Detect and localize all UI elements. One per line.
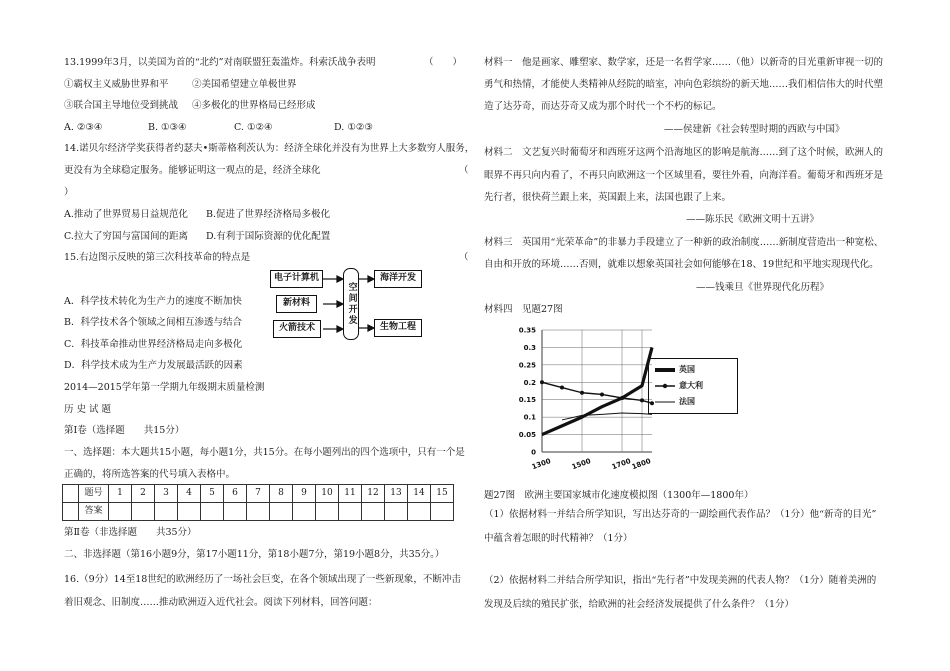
material-3-line-1: 材料三 英国用“光荣革命”的非暴力手段建立了一种新的政治制度……新制度营造出一种宽松、 [484, 237, 884, 248]
table-number-cell: 3 [155, 485, 178, 503]
q13-option-b: B. ①③④ [148, 122, 187, 133]
q15-paren: （ [459, 252, 469, 263]
box-new-materials: 新材料 [276, 295, 317, 313]
material-2-line-1: 材料二 文艺复兴时葡萄牙和西班牙这两个沿海地区的影响是航海……到了这个时候，欧洲人的 [484, 147, 884, 158]
legend-label-uk: 英国 [679, 365, 695, 374]
q14-option-a: A.推动了世界贸易日益规范化 [64, 209, 188, 220]
y-tick-label: 0 [531, 448, 536, 457]
box-ocean-development: 海洋开发 [374, 270, 422, 288]
series-point-1 [620, 396, 624, 400]
q15-option-d: D．科学技术成为生产力发展最活跃的因素 [64, 360, 243, 371]
q14-option-d: D.有利于国际资源的优化配置 [206, 231, 331, 242]
answer-cell-12[interactable] [362, 503, 385, 521]
section-1-instructions-2: 正确的，将所选答案的代号填入表格中。 [64, 469, 236, 480]
q15-option-a: A．科学技术转化为生产力的速度不断加快 [64, 296, 242, 307]
answer-cell-13[interactable] [385, 503, 408, 521]
table-number-cell: 7 [247, 485, 270, 503]
q13-option-a: A. ②③④ [64, 122, 103, 133]
q13-option-c: C. ①②④ [234, 122, 273, 133]
legend-label-italy: 意大利 [679, 381, 703, 390]
answer-cell-7[interactable] [247, 503, 270, 521]
q13-opt3: ③联合国主导地位受到挑战 [64, 100, 179, 111]
material-3-line-2: 自由和开放的环境……否则，就难以想象英国社会如何能够在18、19世纪和平地实现现代化。 [484, 259, 879, 270]
q14-stem: 14.诺贝尔经济学奖获得者约瑟夫•斯蒂格利茨认为：经济全球化并没有为世界上大多数穷人服务， [64, 143, 475, 154]
q14-option-c: C.拉大了穷国与富国间的距离 [64, 231, 188, 242]
q13-opt2: ②美国希望建立单极世界 [192, 79, 297, 90]
series-point-1 [580, 391, 584, 395]
series-point-1 [640, 398, 644, 402]
y-tick-label: 0.25 [518, 361, 536, 370]
table-number-cell: 14 [408, 485, 431, 503]
answer-cell-14[interactable] [408, 503, 431, 521]
table-number-cell: 12 [362, 485, 385, 503]
chart-legend [648, 358, 738, 414]
material-2-line-2: 眼界不再只向内看了，不再只向欧洲这一个区域里看，要往外看，向海洋看。葡萄牙和西班牙是 [484, 170, 884, 181]
table-number-cell: 9 [293, 485, 316, 503]
x-tick-label: 1500 [570, 457, 592, 472]
material-2-line-3: 先行者，很快荷兰跟上来，英国跟上来，法国也跟了上来。 [484, 192, 732, 203]
answer-cell-4[interactable] [178, 503, 201, 521]
q14-paren-close: ） [64, 187, 74, 198]
chart-caption: 题27图 欧洲主要国家城市化速度模拟图（1300年—1800年） [484, 490, 754, 501]
volume-1-title: 第Ⅰ卷（选择题 共15分） [64, 425, 185, 436]
volume-2-title: 第Ⅱ卷（非选择题 共35分） [64, 527, 197, 538]
question-2: （2）依据材料二并结合所学知识，指出“先行者”中发现美洲的代表人物？（1分）随着美洲的 [484, 575, 877, 586]
q13-option-d: D. ①②③ [334, 122, 373, 133]
table-header-number: 题号 [79, 485, 109, 503]
section-2-instructions: 二、非选择题（第16小题9分，第17小题11分，第18小题7分，第19小题8分，共35分。） [64, 549, 445, 560]
material-4-label: 材料四 见题27图 [484, 304, 563, 315]
table-row-numbers [63, 485, 454, 503]
q15-diagram [270, 268, 450, 343]
material-3-source: ——钱乘旦《世界现代化历程》 [696, 282, 830, 293]
material-1-line-3: 造了达芬奇，而达芬奇又成为那个时代一个不朽的标记。 [484, 101, 722, 112]
y-tick-label: 0.15 [518, 396, 536, 405]
series-point-1 [560, 386, 564, 390]
q16-intro-2: 着旧观念、旧制度……推动欧洲迈入近代社会。阅读下列材料，回答问题： [64, 597, 378, 608]
y-tick-label: 0.1 [523, 413, 536, 422]
table-number-cell: 5 [201, 485, 224, 503]
section-1-instructions: 一、选择题：本大题共15小题，每小题1分，共15分。在每小题列出的四个选项中，只有一个是 [64, 447, 465, 458]
material-1-source: ——侯建新《社会转型时期的西欧与中国》 [664, 124, 845, 135]
q13-opt4: ④多极化的世界格局已经形成 [192, 100, 316, 111]
x-tick-label: 1800 [630, 457, 652, 472]
answer-cell-10[interactable] [316, 503, 339, 521]
table-header-answer: 答案 [79, 503, 109, 521]
material-1-line-2: 勇气和热情，才能使人类精神从经院的暗室，冲向色彩缤纷的新天地……我们相信伟大的时代塑 [484, 79, 884, 90]
legend-swatch-uk [655, 367, 675, 373]
table-number-cell: 13 [385, 485, 408, 503]
table-number-cell: 11 [339, 485, 362, 503]
legend-swatch-italy [655, 383, 675, 389]
series-line-0 [542, 347, 652, 434]
answer-table [62, 484, 454, 521]
question-2-cont: 发现及后续的殖民扩张，给欧洲的社会经济发展提供了什么条件？（1分） [484, 599, 795, 610]
q15-option-c: C．科技革命推动世界经济格局走向多极化 [64, 339, 243, 350]
legend-swatch-france [655, 399, 675, 405]
series-point-1 [600, 392, 604, 396]
q14-stem-2: 更没有为全球稳定服务。能够证明这一观点的是，经济全球化 [64, 165, 321, 176]
table-number-cell: 6 [224, 485, 247, 503]
y-tick-label: 0.3 [523, 343, 536, 352]
q13-opt1: ①霸权主义威胁世界和平 [64, 79, 169, 90]
box-space-development: 空间开发 [343, 268, 359, 340]
answer-cell-15[interactable] [431, 503, 454, 521]
box-rocket-tech: 火箭技术 [273, 320, 321, 338]
subject-title: 历 史 试 题 [64, 404, 112, 415]
answer-cell-8[interactable] [270, 503, 293, 521]
answer-cell-6[interactable] [224, 503, 247, 521]
q15-option-b: B．科学技术各个领域之间相互渗透与结合 [64, 317, 242, 328]
y-tick-label: 0.35 [518, 326, 536, 335]
x-tick-label: 1700 [610, 457, 632, 472]
box-computer: 电子计算机 [270, 270, 323, 288]
table-number-cell: 15 [431, 485, 454, 503]
material-1-line-1: 材料一 他是画家、雕塑家、数学家，还是一名哲学家……（他）以新奇的目光重新审视一切的 [484, 57, 884, 68]
q13-paren: （ ） [424, 57, 463, 68]
answer-cell-5[interactable] [201, 503, 224, 521]
question-1-cont: 中蕴含着怎眼的时代精神？（1分） [484, 533, 633, 544]
table-spacer [63, 503, 79, 521]
table-number-cell: 1 [109, 485, 132, 503]
q14-option-b: B.促进了世界经济格局多极化 [206, 209, 331, 220]
answer-cell-3[interactable] [155, 503, 178, 521]
table-number-cell: 10 [316, 485, 339, 503]
series-line-1 [542, 382, 652, 403]
y-tick-label: 0.05 [518, 431, 536, 440]
exam-header: 2014—2015学年第一学期九年级期末质量检测 [64, 382, 265, 393]
legend-item-italy [655, 381, 703, 391]
q16-intro: 16.（9分）14至18世纪的欧洲经历了一场社会巨变，在各个领域出现了一些新现象，不断冲击 [64, 574, 461, 585]
legend-item-uk [655, 365, 695, 375]
material-2-source: ——陈乐民《欧洲文明十五讲》 [686, 214, 820, 225]
answer-cell-2[interactable] [132, 503, 155, 521]
legend-label-france: 法国 [679, 397, 695, 406]
series-point-1 [540, 380, 544, 384]
x-tick-label: 1300 [530, 457, 552, 472]
question-1: （1）依据材料一并结合所学知识，写出达芬奇的一副绘画代表作品？（1分）他“新奇的目光” [484, 509, 877, 520]
table-number-cell: 4 [178, 485, 201, 503]
table-number-cell: 8 [270, 485, 293, 503]
q15-stem: 15.右边图示反映的第三次科技革命的特点是 [64, 252, 251, 263]
box-bioengineering: 生物工程 [374, 319, 422, 337]
legend-item-france [655, 397, 695, 407]
q14-paren-open: （ [459, 165, 469, 176]
table-number-cell: 2 [132, 485, 155, 503]
table-row-answers [63, 503, 454, 521]
table-spacer [63, 485, 79, 503]
q13-stem: 13.1999年3月，以美国为首的“北约”对南联盟狂轰滥炸。科索沃战争表明 [64, 57, 376, 68]
y-tick-label: 0.2 [523, 378, 536, 387]
answer-cell-1[interactable] [109, 503, 132, 521]
answer-cell-11[interactable] [339, 503, 362, 521]
answer-cell-9[interactable] [293, 503, 316, 521]
